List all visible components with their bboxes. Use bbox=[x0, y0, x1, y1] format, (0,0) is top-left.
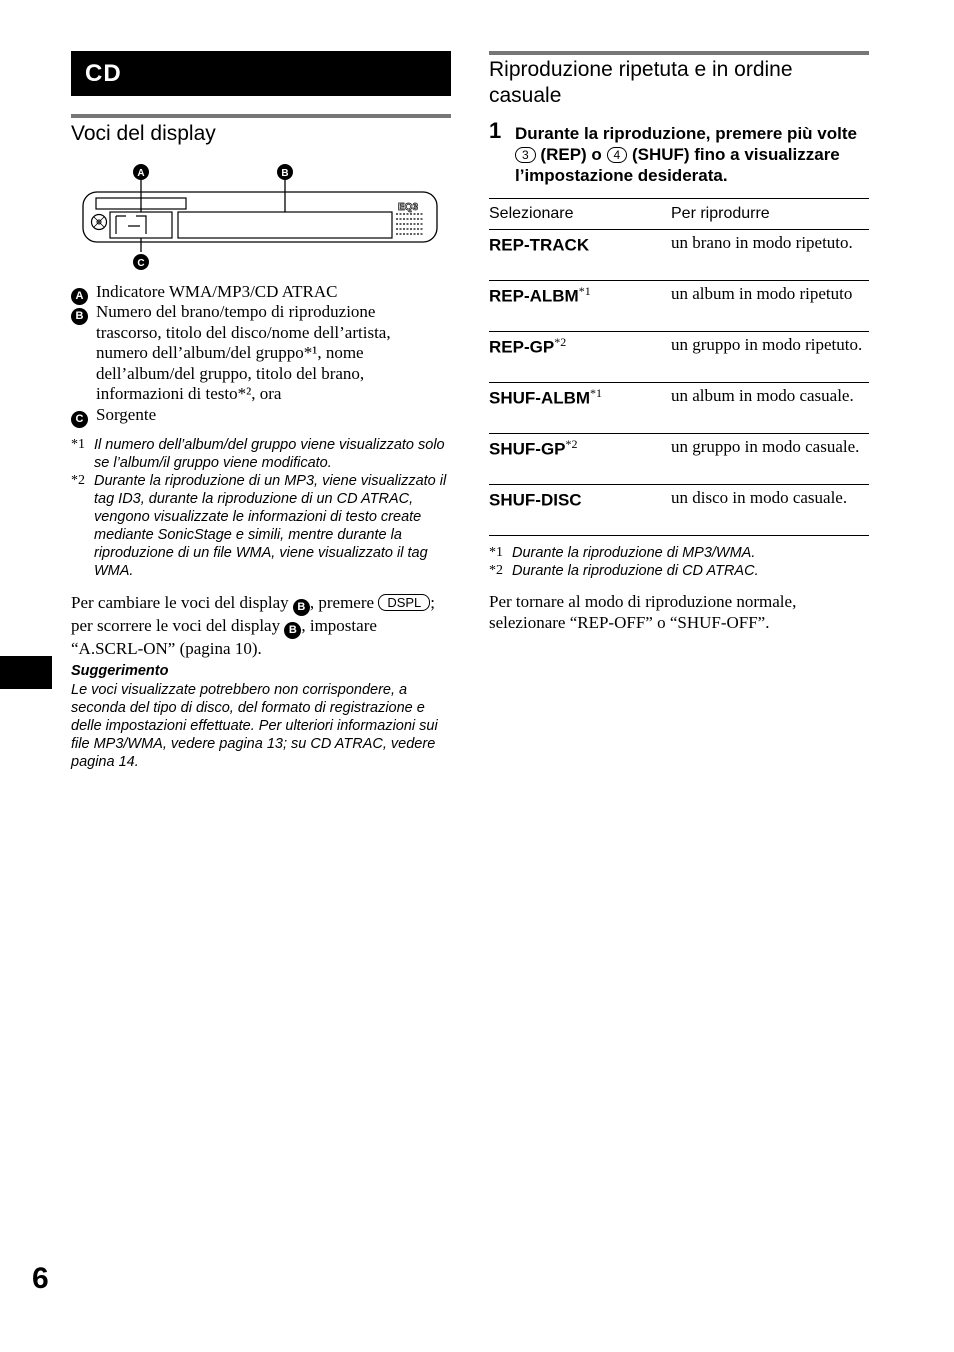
heading-rule bbox=[489, 51, 869, 55]
play-cell: un gruppo in modo ripetuto. bbox=[671, 332, 869, 383]
legend-item-c bbox=[71, 405, 157, 428]
footnote-text: Durante la riproduzione di CD ATRAC. bbox=[512, 563, 759, 579]
table-row bbox=[489, 332, 869, 383]
step-instruction: Durante la riproduzione, premere più volte 3 (REP) o 4 (SHUF) fino a visualizzare l’impostazione desiderata. bbox=[515, 124, 857, 185]
callout-letter-c: C bbox=[137, 258, 145, 269]
callout-letter-b: B bbox=[281, 168, 289, 179]
table-header-row bbox=[489, 199, 869, 230]
play-cell: un album in modo casuale. bbox=[671, 383, 869, 434]
key-3: 3 bbox=[515, 147, 536, 163]
footnote-text: Durante la riproduzione di un MP3, viene visualizzato il tag ID3, durante la riproduzione di un CD ATRAC, vengono visualizzate le informazioni di testo create mediante SonicStage e simili, mentre durante la riproduzione di un file WMA, viene visualizzato il tag WMA. bbox=[94, 473, 447, 579]
section-title-banner: CD bbox=[71, 51, 451, 96]
mode-table bbox=[489, 198, 869, 536]
table-row bbox=[489, 485, 869, 536]
dspl-key: DSPL bbox=[378, 594, 430, 611]
header-select: Selezionare bbox=[489, 199, 671, 230]
legend-item-b bbox=[71, 302, 391, 403]
footnote-mark: *2 bbox=[489, 563, 503, 578]
tip-text: Le voci visualizzate potrebbero non corrispondere, a seconda del tipo di disco, del formato di registrazione e delle impostazioni effettuate. Per ulteriori informazioni sui file MP3/WMA, vedere pagina 13; su CD ATRAC, vedere pagina 14. bbox=[71, 682, 438, 770]
callout-letter-a: A bbox=[137, 168, 145, 179]
footnote-2 bbox=[489, 562, 869, 580]
table-row bbox=[489, 230, 869, 281]
footnote-mark: *2 bbox=[71, 473, 85, 488]
badge-a: A bbox=[71, 288, 88, 305]
legend-text-c: Sorgente bbox=[96, 405, 157, 424]
footnote-1 bbox=[71, 436, 453, 472]
display-heading: Voci del display bbox=[71, 122, 216, 145]
footnote-mark: *1 bbox=[489, 545, 503, 560]
footnote-2 bbox=[71, 472, 453, 580]
main-text-box bbox=[178, 212, 392, 238]
change-display-paragraph: Per cambiare le voci del display B , premere DSPL ; per scorrere le voci del display B , impostare “A.SCRL-ON” (pagina 10). bbox=[71, 593, 436, 658]
play-cell: un album in modo ripetuto bbox=[671, 281, 869, 332]
table-row bbox=[489, 434, 869, 485]
select-cell: REP-ALBM$^{*1}$ bbox=[489, 281, 671, 332]
select-cell: SHUF-ALBM$^{*1}$ bbox=[489, 383, 671, 434]
display-diagram bbox=[80, 160, 440, 272]
header-play: Per riprodurre bbox=[671, 199, 869, 230]
key-4: 4 bbox=[607, 147, 628, 163]
select-cell: SHUF-GP$^{*2}$ bbox=[489, 434, 671, 485]
play-cell: un disco in modo casuale. bbox=[671, 485, 869, 536]
table-row bbox=[489, 383, 869, 434]
table-row bbox=[489, 281, 869, 332]
section-side-tab bbox=[0, 656, 52, 689]
closing-paragraph: Per tornare al modo di riproduzione normale, selezionare “REP-OFF” o “SHUF-OFF”. bbox=[489, 592, 797, 632]
play-cell: un brano in modo ripetuto. bbox=[671, 230, 869, 281]
eq-label: EQ3 bbox=[398, 202, 419, 213]
footnote-1 bbox=[489, 544, 869, 562]
footnote-mark: *1 bbox=[71, 437, 85, 452]
select-cell: REP-TRACK bbox=[489, 230, 671, 281]
badge-b: B bbox=[71, 308, 88, 325]
select-cell: REP-GP$^{*2}$ bbox=[489, 332, 671, 383]
step-number: 1 bbox=[489, 118, 502, 143]
tip-title: Suggerimento bbox=[71, 663, 169, 679]
heading-rule bbox=[71, 114, 451, 118]
badge-b-inline: B bbox=[293, 599, 310, 616]
footnote-text: Durante la riproduzione di MP3/WMA. bbox=[512, 545, 756, 561]
page-number: 6 bbox=[32, 1262, 49, 1295]
repeat-heading: Riproduzione ripetuta e in ordine casuale bbox=[489, 58, 793, 107]
play-cell: un gruppo in modo casuale. bbox=[671, 434, 869, 485]
badge-c: C bbox=[71, 411, 88, 428]
footnote-text: Il numero dell’album/del gruppo viene visualizzato solo se l’album/il gruppo viene modificato. bbox=[94, 437, 445, 471]
badge-b-inline: B bbox=[284, 622, 301, 639]
legend-text-a: Indicatore WMA/MP3/CD ATRAC bbox=[96, 282, 338, 301]
legend-text-b: Numero del brano/tempo di riproduzione trascorso, titolo del disco/nome dell’artista, numero dell’album/del gruppo*¹, nome dell’album/del gruppo, titolo del brano, informazioni di testo*², ora bbox=[96, 302, 391, 403]
select-cell: SHUF-DISC bbox=[489, 485, 671, 536]
